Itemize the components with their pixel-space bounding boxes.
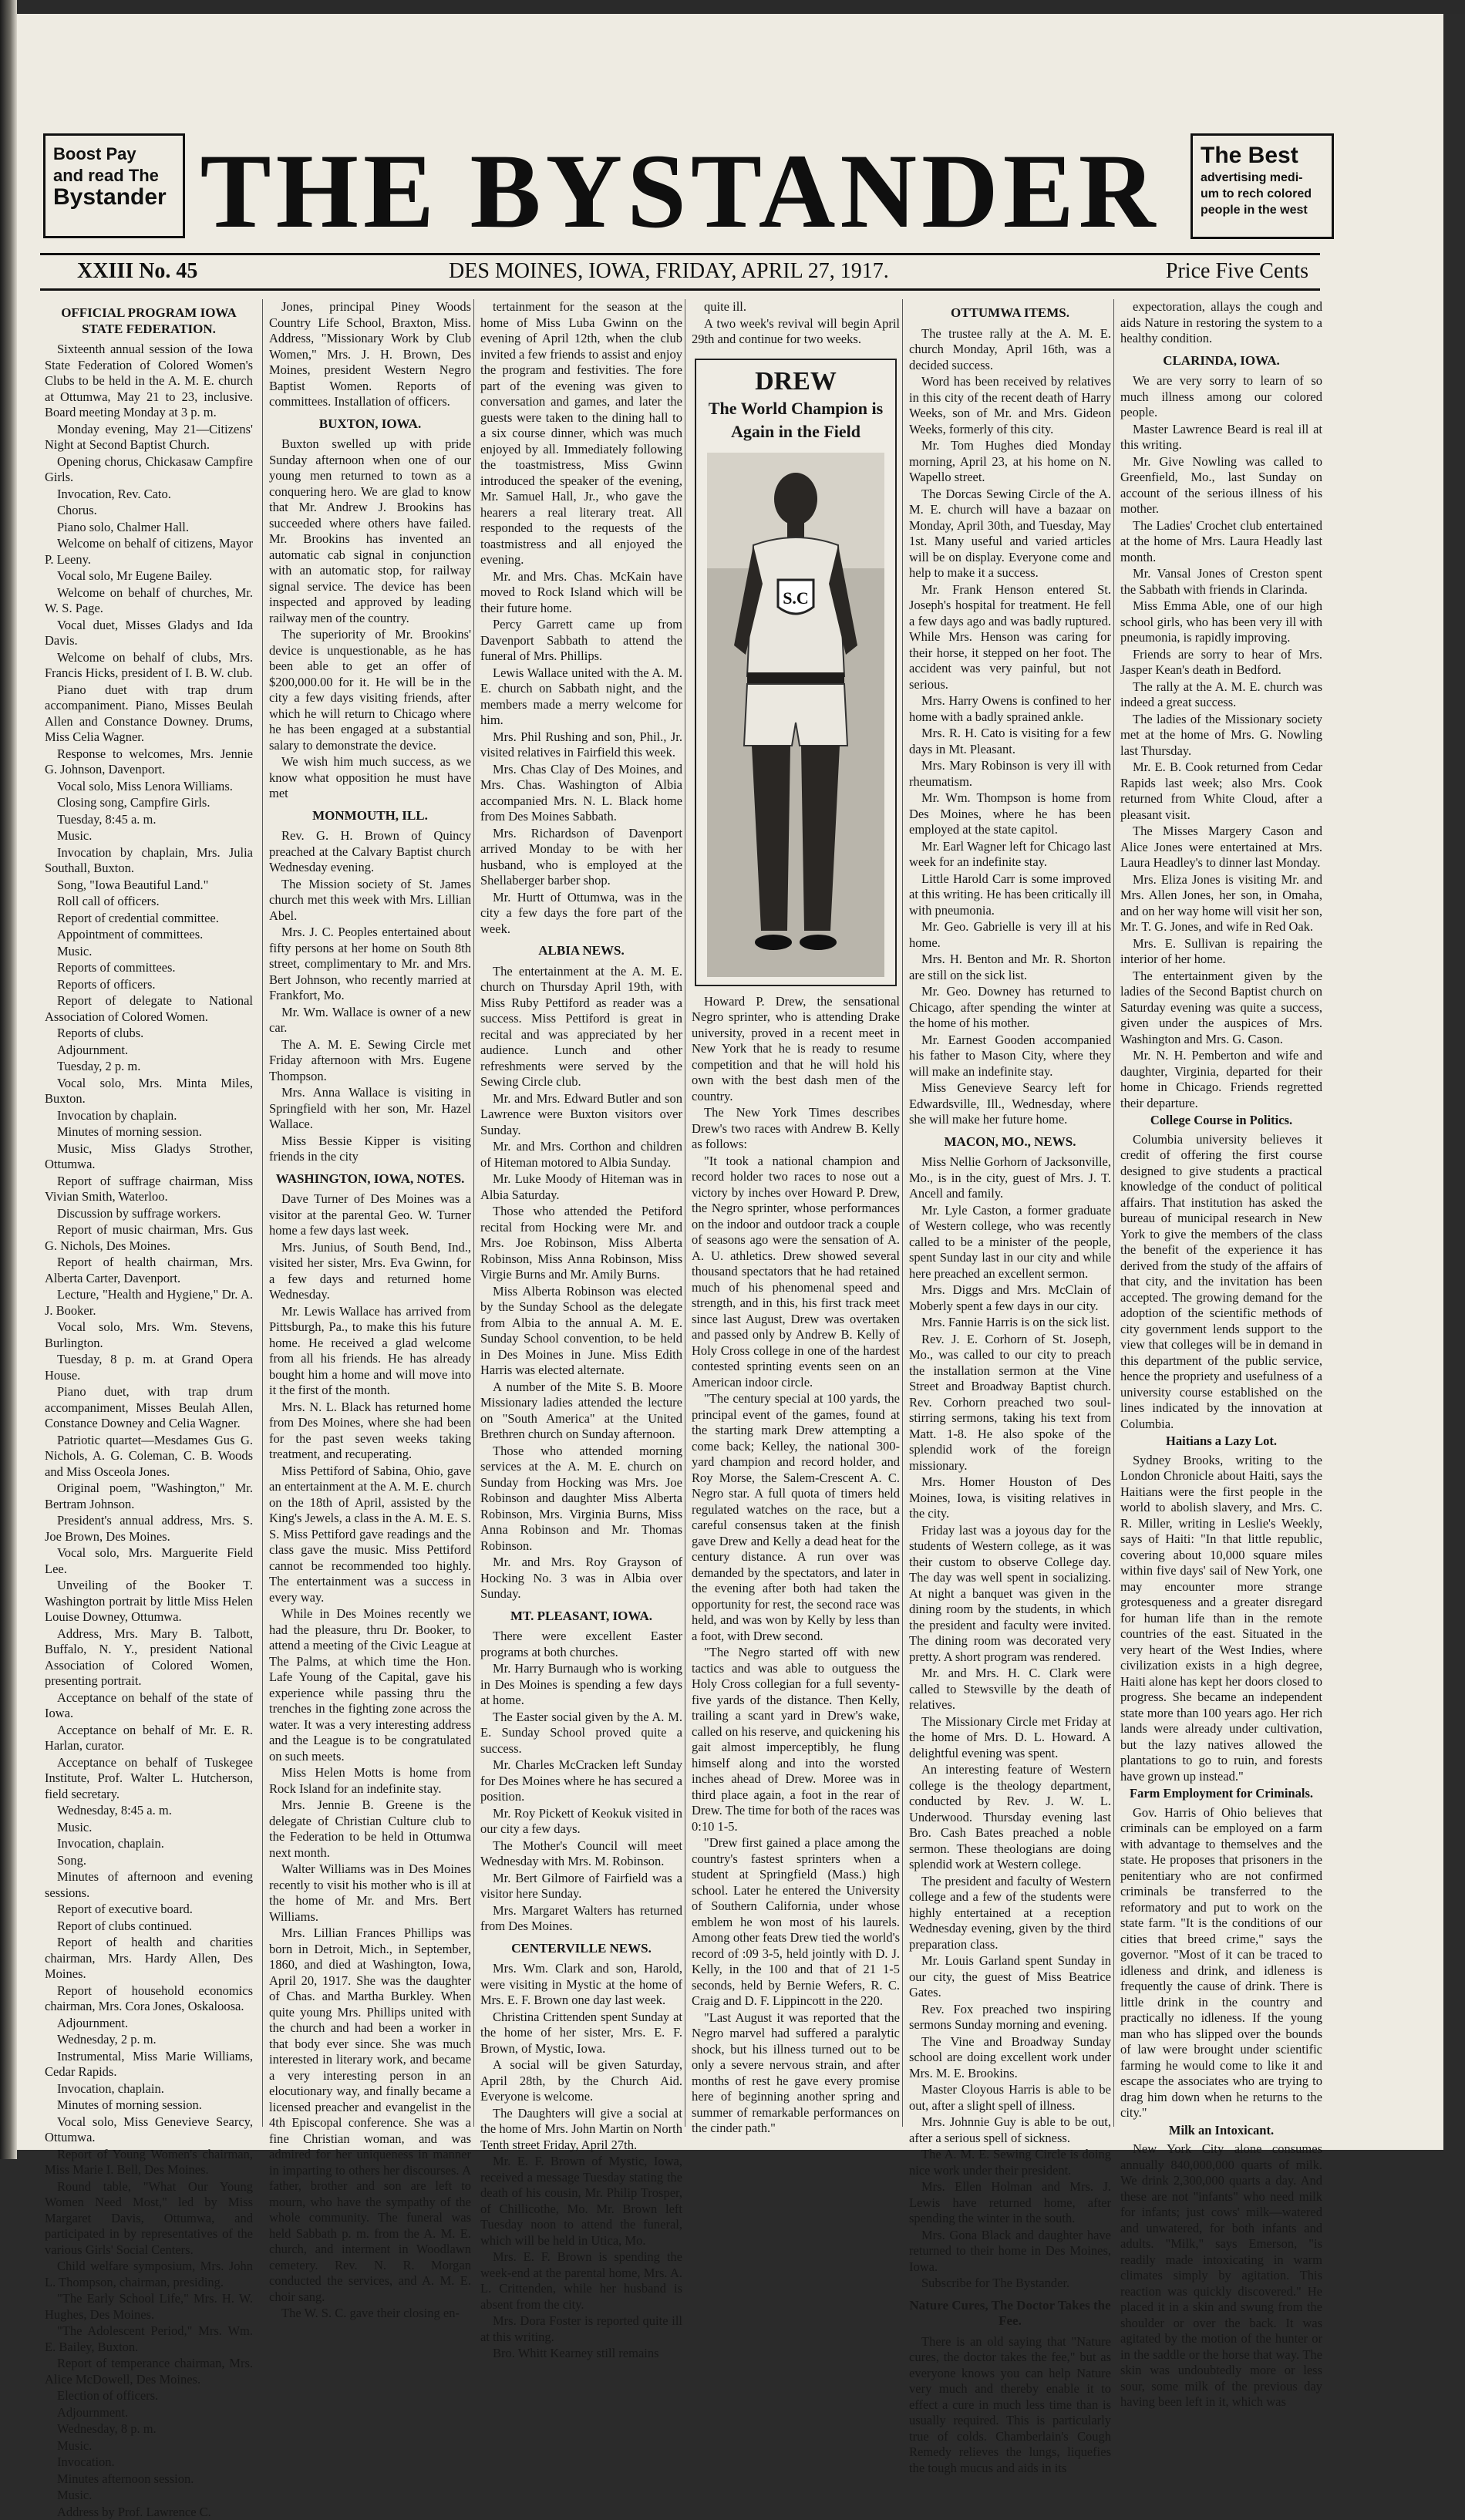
paragraph: Discussion by suffrage workers.: [45, 1206, 253, 1222]
program-continuation: Jones, principal Piney Woods Country Life School, Braxton, Miss. Address, "Missionary Work by Club Women," Mrs. J. H. Brown, Des Moines, president Western Negro Baptist Women. Reports of committees. Installation of officers.: [269, 299, 471, 410]
paragraph: Mr. Wm. Thompson is home from Des Moines, where he has been employed at the state capitol.: [909, 790, 1111, 838]
washington-continuation: [480, 299, 682, 937]
paragraph: The Misses Margery Cason and Alice Jones were entertained at Mrs. Laura Headley's to dinner last Monday.: [1120, 824, 1322, 871]
official-program-body: [45, 342, 253, 2520]
paragraph: Mrs. Wm. Clark and son, Harold, were visiting in Mystic at the home of Mrs. E. F. Brown one day last week.: [480, 1961, 682, 2009]
paragraph: Mr. Earnest Gooden accompanied his father to Mason City, where they will make an indefinite stay.: [909, 1033, 1111, 1080]
paragraph: Mr. and Mrs. Corthon and children of Hiteman motored to Albia Sunday.: [480, 1139, 682, 1171]
paragraph: The Vine and Broadway Sunday school are doing excellent work under Mrs. M. E. Brookins.: [909, 2034, 1111, 2082]
ear-right-line2: advertising medi-: [1201, 170, 1324, 186]
paragraph: Vocal solo, Miss Genevieve Searcy, Ottumwa.: [45, 2114, 253, 2146]
centerville-continuation: [692, 299, 900, 348]
paragraph: The Ladies' Crochet club entertained at the home of Mrs. Laura Headly last month.: [1120, 518, 1322, 566]
paragraph: Reports of committees.: [45, 960, 253, 976]
paragraph: Music.: [45, 1820, 253, 1836]
paragraph: Vocal duet, Misses Gladys and Ida Davis.: [45, 618, 253, 649]
paragraph: Music.: [45, 828, 253, 844]
paragraph: Dave Turner of Des Moines was a visitor at the parental Geo. W. Turner home a few days last week.: [269, 1191, 471, 1239]
paragraph: Christina Crittenden spent Sunday at the home of her sister, Mrs. E. F. Brown, of Mystic, Iowa.: [480, 2010, 682, 2057]
dateline-bar: [40, 259, 1316, 290]
paragraph: Friends are sorry to hear of Mrs. Jasper Kean's death in Bedford.: [1120, 647, 1322, 679]
paragraph: Buxton swelled up with pride Sunday afternoon when one of our young men returned to town as a conquering hero. We are glad to know that Mr. Andrew J. Brookins has succeeded where others have failed. Mr. Brookins has invented an automatic cab signal in conjunction with an automatic stop, for railway signal service. The device has been inspected and approved by leading railway men of the country.: [269, 436, 471, 626]
paragraph: Minutes of afternoon and evening sessions.: [45, 1869, 253, 1901]
masthead-rule-top: [40, 253, 1320, 255]
paragraph: Minutes of morning session.: [45, 1124, 253, 1140]
paragraph: Round table, "What Our Young Women Need Most," led by Miss Margaret Davis, Ottumwa, and participated in by representatives of the various Girls' Social Centers.: [45, 2179, 253, 2259]
paragraph: Wednesday, 2 p. m.: [45, 2032, 253, 2048]
official-program-heading: OFFICIAL PROGRAM IOWA STATE FEDERATION.: [45, 305, 253, 337]
paragraph: Election of officers.: [45, 2388, 253, 2404]
paragraph: The ladies of the Missionary society met at the home of Mrs. G. Nowling last Thursday.: [1120, 712, 1322, 760]
mt-pleasant-body: [480, 1629, 682, 1935]
politics-course-heading: College Course in Politics.: [1120, 1113, 1322, 1129]
ear-right-line1: The Best: [1201, 142, 1324, 170]
column-5: [902, 299, 1111, 2127]
scan-top-edge: [0, 0, 1465, 14]
paragraph: Mr. Geo. Downey has returned to Chicago, after spending the winter at the home of his mother.: [909, 984, 1111, 1032]
paragraph: A two week's revival will begin April 29th and continue for two weeks.: [692, 316, 900, 348]
paragraph: Response to welcomes, Mrs. Jennie G. Johnson, Davenport.: [45, 746, 253, 778]
column-2: [262, 299, 471, 2127]
paragraph: A social will be given Saturday, April 28th, by the Church Aid. Everyone is welcome.: [480, 2057, 682, 2105]
paragraph: Music.: [45, 2438, 253, 2454]
nature-cures-body: [909, 2334, 1111, 2477]
paragraph: Invocation, chaplain.: [45, 2081, 253, 2097]
paragraph: Instrumental, Miss Marie Williams, Cedar Rapids.: [45, 2049, 253, 2080]
paragraph: Mr. Bert Gilmore of Fairfield was a visitor here Sunday.: [480, 1871, 682, 1902]
paragraph: Gov. Harris of Ohio believes that criminals can be employed on a farm with advantage to themselves and the state. He proposes that prisoners in the penitentiary who are not confirmed criminals be transferred to the reformatory and put to work on the state farm. "It is the conditions of our cities that breed crime," says the governor. "Most of it can be traced to idleness and drink, and idleness is frequently the cause of drink. There is little drink in the country and practically no idleness. If the young man who has slipped over the bounds of law were brought under scientific farming he would come to like it and escape the associates who are trying to drag him down when he returns to the city.": [1120, 1805, 1322, 2121]
paragraph: Appointment of committees.: [45, 927, 253, 943]
paragraph: Piano duet, with trap drum accompaniment, Misses Beulah Allen, Constance Downey and Celia Wagner.: [45, 1384, 253, 1432]
paragraph: "Drew first gained a place among the country's fastest sprinters when a student at Springfield (Mass.) high school. Later he entered the University of Southern California, under whose emblem he won most of his laurels. Among other feats Drew tied the world's record of :09 3-5, held jointly with D. J. Kelly, in the 100 and that of 21 1-5 seconds, held by Bernie Wefers, R. C. Craig and D. F. Lippincott in the 220.: [692, 1835, 900, 2010]
paragraph: Address, Mrs. Mary B. Talbott, Buffalo, N. Y., president National Association of Colored Women, presenting portrait.: [45, 1626, 253, 1690]
nature-cures-heading: Nature Cures, The Doctor Takes the Fee.: [909, 2298, 1111, 2330]
column-4: [685, 299, 900, 2127]
paragraph: Mr. Geo. Gabrielle is very ill at his home.: [909, 919, 1111, 951]
paragraph: Rev. Fox preached two inspiring sermons Sunday morning and evening.: [909, 2002, 1111, 2033]
paragraph: Mrs. R. H. Cato is visiting for a few days in Mt. Pleasant.: [909, 726, 1111, 757]
paragraph: Acceptance on behalf of Tuskegee Institute, Prof. Walter L. Hutcherson, field secretary.: [45, 1755, 253, 1803]
paragraph: Tuesday, 8 p. m. at Grand Opera House.: [45, 1352, 253, 1383]
haitians-body: [1120, 1453, 1322, 1785]
paragraph: Invocation, chaplain.: [45, 1836, 253, 1852]
monmouth-heading: MONMOUTH, ILL.: [269, 808, 471, 824]
ottumwa-body: [909, 326, 1111, 1128]
paragraph: Subscribe for The Bystander.: [909, 2276, 1111, 2292]
paragraph: Sydney Brooks, writing to the London Chronicle about Haiti, says the Haitians were the first people in the world to abolish slavery, and Mrs. C. R. Miller, writing in Leslie's Weekly, says of Haiti: "In that little republic, covering about 10,000 square miles within five days' sail of New York, one may encounter more strange grotesqueness and a greater disregard for human life than in the remote countries of the east. Situated in the very heart of the West Indies, where civilization exists in a high degree, Haiti alone has kept her doors closed to progress. She became an independent state more than 100 years ago. Her rich lands were already under cultivation, but the lazy natives allowed the plantations to go to ruin, and forests have grown up instead.": [1120, 1453, 1322, 1785]
sprinter-figure-image: [707, 453, 884, 977]
price-text: Price Five Cents: [1166, 259, 1308, 284]
paragraph: Mr. E. F. Brown of Mystic, Iowa, received a message Tuesday stating the death of his cousin, Mr. Philip Trosper, of Chillicothe, Mo. Mr. Brown left Tuesday noon to attend the funeral, which will be held in Utica, Mo.: [480, 2154, 682, 2249]
paragraph: Child welfare symposium, Mrs. John L. Thompson, chairman, presiding.: [45, 2259, 253, 2290]
paragraph: Rev. G. H. Brown of Quincy preached at the Calvary Baptist church Wednesday evening.: [269, 828, 471, 876]
paragraph: Vocal solo, Mrs. Marguerite Field Lee.: [45, 1545, 253, 1577]
paragraph: Mrs. Jennie B. Greene is the delegate of Christian Culture club to the Federation to be held in Ottumwa next month.: [269, 1797, 471, 1861]
paragraph: Tuesday, 2 p. m.: [45, 1059, 253, 1075]
paragraph: The Dorcas Sewing Circle of the A. M. E. church will have a bazaar on Monday, April 30th, and Tuesday, May 1st. Many useful and varied articles will be on display. Everyone come and help to make it a success.: [909, 487, 1111, 581]
paragraph: Opening chorus, Chickasaw Campfire Girls.: [45, 454, 253, 486]
paragraph: Mr. Wm. Wallace is owner of a new car.: [269, 1005, 471, 1036]
farm-employment-heading: Farm Employment for Criminals.: [1120, 1786, 1322, 1802]
paragraph: quite ill.: [692, 299, 900, 315]
paragraph: Invocation, Rev. Cato.: [45, 487, 253, 503]
paragraph: Invocation.: [45, 2454, 253, 2471]
paragraph: Mr. and Mrs. Chas. McKain have moved to Rock Island which will be their future home.: [480, 569, 682, 617]
paragraph: The president and faculty of Western college and a few of the students were highly entertained at a reception Wednesday evening, given by the third preparation class.: [909, 1874, 1111, 1953]
paragraph: Mr. Give Nowling was called to Greenfield, Mo., last Sunday on account of the serious illness of his mother.: [1120, 454, 1322, 517]
washington-heading: WASHINGTON, IOWA, NOTES.: [269, 1171, 471, 1188]
paragraph: Mrs. Dora Foster is reported quite ill at this writing.: [480, 2313, 682, 2345]
drew-article-body: [692, 994, 900, 2137]
paragraph: Mrs. Richardson of Davenport arrived Monday to be with her husband, who is employed at the Shellaberger barber shop.: [480, 826, 682, 889]
paragraph: Music.: [45, 2488, 253, 2504]
paragraph: Mr. Lewis Wallace has arrived from Pittsburgh, Pa., to make this his future home. He received a glad welcome from all his friends. He has already bought him a home and will move into it the first of the month.: [269, 1304, 471, 1399]
paragraph: Report of delegate to National Association of Colored Women.: [45, 993, 253, 1025]
paragraph: Report of health and charities chairman, Mrs. Hardy Allen, Des Moines.: [45, 1935, 253, 1983]
paragraph: Mrs. Gona Black and daughter have returned to their home in Des Moines, Iowa.: [909, 2228, 1111, 2276]
ear-left-line3: Bystander: [53, 187, 175, 208]
column-3: [473, 299, 682, 2127]
ear-right-box: [1191, 133, 1334, 239]
paragraph: President's annual address, Mrs. S. Joe Brown, Des Moines.: [45, 1513, 253, 1545]
paragraph: Mrs. Eliza Jones is visiting Mr. and Mrs. Allen Jones, her son, in Omaha, and on her way home will visit her son, Mr. T. G. Jones, and wife in Red Oak.: [1120, 872, 1322, 935]
paragraph: The A. M. E. Sewing Circle is doing nice work under their president.: [909, 2147, 1111, 2178]
paragraph: Lewis Wallace united with the A. M. E. church on Sabbath night, and the members made a merry welcome for him.: [480, 665, 682, 729]
buxton-heading: BUXTON, IOWA.: [269, 416, 471, 433]
paragraph: Rev. J. E. Corhorn of St. Joseph, Mo., was called to our city to preach the installation sermon at the Vine Street and Broadway Baptist church. Rev. Corhorn preached two soul-stirring sermons, taking his text from Matt. 1-8. He also spoke of the splendid work of the foreign missionary.: [909, 1332, 1111, 1474]
paragraph: The Easter social given by the A. M. E. Sunday School proved quite a success.: [480, 1710, 682, 1757]
drew-photograph: [707, 453, 884, 977]
paragraph: The Missionary Circle met Friday at the home of Mrs. D. L. Howard. A delightful evening was spent.: [909, 1714, 1111, 1762]
paragraph: The entertainment at the A. M. E. church on Thursday April 19th, with Miss Ruby Pettiford as reader was a success. Miss Pettiford is great in recital and was appreciated by her audience. Lunch and other refreshments were served by the Sewing Circle club.: [480, 964, 682, 1090]
washington-body: [269, 1191, 471, 2322]
paragraph: The entertainment given by the ladies of the Second Baptist church on Saturday evening was quite a success, given under the auspices of Mrs. Washington and Mrs. G. Cason.: [1120, 969, 1322, 1048]
paragraph: Mr. Charles McCracken left Sunday for Des Moines where he has secured a position.: [480, 1757, 682, 1805]
paragraph: Reports of officers.: [45, 977, 253, 993]
paragraph: Percy Garrett came up from Davenport Sabbath to attend the funeral of Mrs. Phillips.: [480, 617, 682, 665]
paragraph: Walter Williams was in Des Moines recently to visit his mother who is ill at the home of Mr. and Mrs. Bert Williams.: [269, 1861, 471, 1925]
macon-heading: MACON, MO., NEWS.: [909, 1134, 1111, 1151]
drew-feature-subtitle-1: The World Champion is: [699, 397, 892, 420]
column-1: [45, 299, 253, 2127]
paragraph: We are very sorry to learn of so much illness among our colored people.: [1120, 373, 1322, 421]
paragraph: We wish him much success, as we know what opposition he must have met: [269, 754, 471, 802]
paragraph: Closing song, Campfire Girls.: [45, 795, 253, 811]
haitians-heading: Haitians a Lazy Lot.: [1120, 1434, 1322, 1450]
paragraph: Mr. and Mrs. Roy Grayson of Hocking No. 3 was in Albia over Sunday.: [480, 1555, 682, 1602]
paragraph: Mrs. J. C. Peoples entertained about fifty persons at her home on South 8th street, complimentary to Mr. and Mrs. Bert Johnson, who recently married at Frankfort, Mo.: [269, 925, 471, 1004]
paragraph: Welcome on behalf of citizens, Mayor P. Leeny.: [45, 536, 253, 568]
paragraph: Mrs. E. Sullivan is repairing the interior of her home.: [1120, 936, 1322, 968]
milk-intoxicant-body: [1120, 2141, 1322, 2411]
paragraph: Acceptance on behalf of Mr. E. R. Harlan, curator.: [45, 1723, 253, 1754]
paragraph: Welcome on behalf of clubs, Mrs. Francis Hicks, president of I. B. W. club.: [45, 650, 253, 682]
centerville-heading: CENTERVILLE NEWS.: [480, 1941, 682, 1957]
paragraph: Song, "Iowa Beautiful Land.": [45, 878, 253, 894]
paragraph: An interesting feature of Western college is the theology department, conducted by Rev. J. W. L. Underwood. Thursday evening last Bro. Cash Bates preached a noble sermon. These theologians are doing splendid work at Western college.: [909, 1762, 1111, 1873]
scan-left-edge: [0, 0, 17, 2159]
paragraph: Friday last was a joyous day for the students of Western college, as it was their custom to observe College day. The day was well spent in socializing. At night a banquet was given in the dining room by the students, in which the president and faculty were invited. The dining room was decorated very pretty. A short program was rendered.: [909, 1523, 1111, 1666]
paragraph: The Daughters will give a social at the home of Mrs. John Martin on North Tenth street Friday, April 27th.: [480, 2106, 682, 2154]
paragraph: Master Lawrence Beard is real ill at this writing.: [1120, 422, 1322, 453]
paragraph: Report of credential committee.: [45, 911, 253, 927]
newspaper-page: [17, 14, 1443, 2150]
paragraph: Mr. Tom Hughes died Monday morning, April 23, at his home on N. Wapello street.: [909, 438, 1111, 486]
paragraph: Mrs. Harry Owens is confined to her home with a badly sprained ankle.: [909, 693, 1111, 725]
paragraph: Report of Young Women's chairman, Miss Marie I. Bell, Des Moines.: [45, 2147, 253, 2178]
paragraph: Roll call of officers.: [45, 894, 253, 910]
paragraph: The New York Times describes Drew's two races with Andrew B. Kelly as follows:: [692, 1105, 900, 1153]
paragraph: Mr. and Mrs. Edward Butler and son Lawrence were Buxton visitors over Sunday.: [480, 1091, 682, 1139]
paragraph: Vocal solo, Mrs. Wm. Stevens, Burlington.: [45, 1319, 253, 1351]
paragraph: Little Harold Carr is some improved at this writing. He has been critically ill with pneumonia.: [909, 871, 1111, 919]
drew-feature-title: DREW: [699, 366, 892, 397]
paragraph: Miss Nellie Gorhorn of Jacksonville, Mo., is in the city, guest of Mrs. J. T. Ancell and family.: [909, 1154, 1111, 1202]
paragraph: Acceptance on behalf of the state of Iowa.: [45, 1690, 253, 1722]
paragraph: New York City alone consumes annually 840,000,000 quarts of milk. We drink 2,300,000 quarts a day. And these are not "infants" who need milk for infants; just cows' milk—watered and unwatered, for both infants and adults. "Milk," says Emerson, "is readily made intoxicating in warm climates simply by agitation. This reaction was quickly discovered." He placed it in a skin and swung from the shoulder or over the back. It was agitated by the motion of the hunter or in the saddle or the horse that way. The skin was undoubtedly more or less sour, some milk of the previous day having been left in it, which was: [1120, 2141, 1322, 2411]
paragraph: The trustee rally at the A. M. E. church Monday, April 16th, was a decided success.: [909, 326, 1111, 374]
buxton-body: [269, 436, 471, 802]
monmouth-body: [269, 828, 471, 1165]
ear-right-line4: people in the west: [1201, 202, 1324, 218]
paragraph: Those who attended morning services at the A. M. E. church on Sunday from Hocking was Mrs. Joe Robinson and daughter Miss Alberta Robinson, Mrs. Virginia Burns, Miss Anna Robinson and Mr. Thomas Robinson.: [480, 1444, 682, 1555]
paragraph: Mrs. Junius, of South Bend, Ind., visited her sister, Mrs. Eva Gwinn, for a few days and returned home Wednesday.: [269, 1240, 471, 1303]
paragraph: Report of clubs continued.: [45, 1919, 253, 1935]
volume-number: XXIII No. 45: [77, 259, 197, 284]
paragraph: "Last August it was reported that the Negro marvel had suffered a paralytic shock, but his illness turned out to be only a severe nervous strain, and after months of rest he gave every promise here of beginning another spring and summer of remarkable performances on the cinder path.": [692, 2010, 900, 2137]
albia-heading: ALBIA NEWS.: [480, 943, 682, 959]
paragraph: Invocation by chaplain.: [45, 1108, 253, 1124]
paragraph: There were excellent Easter programs at both churches.: [480, 1629, 682, 1660]
milk-intoxicant-heading: Milk an Intoxicant.: [1120, 2123, 1322, 2139]
paragraph: Report of household economics chairman, Mrs. Cora Jones, Oskaloosa.: [45, 1983, 253, 2015]
paragraph: Report of executive board.: [45, 1902, 253, 1918]
paragraph: Mr. Frank Henson entered St. Joseph's hospital for treatment. He fell a few days ago and was badly ruptured. While Mrs. Henson was caring for their horse, it stepped on her foot. The accident was very painful, but not serious.: [909, 582, 1111, 693]
nature-cures-continuation: expectoration, allays the cough and aids Nature in restoring the system to a healthy condition.: [1120, 299, 1322, 347]
paragraph: Miss Pettiford of Sabina, Ohio, gave an entertainment at the A. M. E. church on the 18th of April, assisted by the King's Jewels, a class in the A. M. E. S. S. Miss Pettiford gave readings and the class gave the music. Miss Pettiford cannot be recommended too highly. The entertainment was a success in every way.: [269, 1464, 471, 1606]
paragraph: Piano duet with trap drum accompaniment. Piano, Misses Beulah Allen and Constance Downey. Drums, Miss Celia Wagner.: [45, 682, 253, 746]
macon-body: [909, 1154, 1111, 2292]
paragraph: Monday evening, May 21—Citizens' Night at Second Baptist Church.: [45, 422, 253, 453]
paragraph: Wednesday, 8:45 a. m.: [45, 1803, 253, 1819]
paragraph: Adjournment.: [45, 2405, 253, 2421]
paragraph: Mrs. Mary Robinson is very ill with rheumatism.: [909, 758, 1111, 790]
drew-feature-box: [695, 359, 897, 986]
paragraph: The Mission society of St. James church met this week with Mrs. Lillian Abel.: [269, 877, 471, 925]
politics-course-body: [1120, 1132, 1322, 1433]
paragraph: Report of temperance chairman, Mrs. Alice McDowell, Des Moines.: [45, 2356, 253, 2387]
paragraph: Original poem, "Washington," Mr. Bertram Johnson.: [45, 1481, 253, 1512]
paragraph: Tuesday, 8:45 a. m.: [45, 812, 253, 828]
paragraph: Mrs. H. Benton and Mr. R. Shorton are still on the sick list.: [909, 952, 1111, 983]
paragraph: Mrs. Lillian Frances Phillips was born in Detroit, Mich., in September, 1860, and died at Washington, Iowa, April 20, 1917. She was the daughter of Chas. and Martha Burkley. When quite young Mrs. Phillips united with the church and had been a worker in that body ever since. She was much interested in literary work, and became a very interesting person in an elocutionary way, and finally became a licensed preacher and evangelist in the 4th Episcopal conference. She was a fine Christian woman, and was admired for her uniqueness in manner in imparting to others her discourses. A father, brother and son are left to mourn, who have the sympathy of the whole community. The funeral was held Sabbath p. m. from the A. M. E. church, and interment in Woodlawn cemetery. Rev. N. R. Morgan conducted the services, and A. M. E. choir sang.: [269, 1925, 471, 2305]
dateline-text: DES MOINES, IOWA, FRIDAY, APRIL 27, 1917.: [449, 259, 889, 284]
paragraph: Music.: [45, 944, 253, 960]
paragraph: Vocal solo, Mr Eugene Bailey.: [45, 568, 253, 585]
paragraph: Mr. Hurtt of Ottumwa, was in the city a few days the fore part of the week.: [480, 890, 682, 938]
ottumwa-heading: OTTUMWA ITEMS.: [909, 305, 1111, 322]
masthead-title: THE BYSTANDER: [175, 133, 1185, 249]
paragraph: A number of the Mite S. B. Moore Missionary ladies attended the lecture on "South America" at the United Brethren church on Sunday afternoon.: [480, 1380, 682, 1443]
paragraph: Columbia university believes it credit of offering the first course designed to give students a practical knowledge of the conduct of political affairs. That institution has asked the bureau of municipal research in New York to give the members of the class the benefit of the experience it has derived from the study of the affairs of that city, and the invitation has been accepted. The growing demand for the adoption of the scientific methods of city government lends support to the view that colleges will be in demand in this department of the public service, hence the propriety and usefulness of a university course established on the lines indicated by the innovation at Columbia.: [1120, 1132, 1322, 1433]
paragraph: Mrs. N. L. Black has returned home from Des Moines, where she had been for the past seven weeks taking treatment, and recuperating.: [269, 1400, 471, 1463]
paragraph: Wednesday, 8 p. m.: [45, 2421, 253, 2437]
paragraph: The rally at the A. M. E. church was indeed a great success.: [1120, 679, 1322, 711]
paragraph: Mr. Harry Burnaugh who is working in Des Moines is spending a few days at home.: [480, 1661, 682, 1709]
paragraph: Mrs. Margaret Walters has returned from Des Moines.: [480, 1903, 682, 1935]
paragraph: Chorus.: [45, 503, 253, 519]
paragraph: "It took a national champion and record holder two races to nose out a victory by inches over Howard P. Drew, the Negro sprinter, whose performances on the indoor and outdoor track a couple of seasons ago were the sensation of A. A. U. athletics. Drew showed several thousand spectators that he had retained much of his phenomenal speed and strength, and in this, his first track meet since last August, Drew was overtaken and passed only by Andrew B. Kelly of Holy Cross college in one of the hardest contested sprinting events seen on an American indoor circle.: [692, 1154, 900, 1391]
paragraph: Minutes afternoon session.: [45, 2471, 253, 2488]
paragraph: Mrs. Johnnie Guy is able to be out, after a serious spell of sickness.: [909, 2114, 1111, 2146]
paragraph: Mr. and Mrs. H. C. Clark were called to Stewsville by the death of relatives.: [909, 1666, 1111, 1713]
mt-pleasant-heading: MT. PLEASANT, IOWA.: [480, 1609, 682, 1625]
paragraph: Mr. Earl Wagner left for Chicago last week for an indefinite stay.: [909, 839, 1111, 871]
paragraph: Mrs. Fannie Harris is on the sick list.: [909, 1315, 1111, 1331]
paragraph: Piano solo, Chalmer Hall.: [45, 520, 253, 536]
article-columns: [45, 299, 1317, 2127]
paragraph: Mr. Vansal Jones of Creston spent the Sabbath with friends in Clarinda.: [1120, 566, 1322, 598]
paragraph: The superiority of Mr. Brookins' device is unquestionable, as he has been able to get an offer of $200,000.00 for it. He will be in the city a few days visiting friends, after which he will return to Chicago where he has been engaged at a substantial salary to demonstrate the device.: [269, 627, 471, 753]
paragraph: "The Early School Life," Mrs. H. W. Hughes, Des Moines.: [45, 2291, 253, 2323]
paragraph: The W. S. C. gave their closing en-: [269, 2306, 471, 2322]
clarinda-heading: CLARINDA, IOWA.: [1120, 353, 1322, 369]
paragraph: "The Negro started off with new tactics and was able to outguess the Holy Cross collegian for a full seventy-five yards of the distance. Then Kelly, trailing a scant yard in Drew's wake, called on his reserve, and quickening his gait almost imperceptibly, he flung himself along and into the worsted inches ahead of Drew. Moree was in third place again, a foot in the rear of Drew. The time for both of the races was 0:10 1-5.: [692, 1645, 900, 1834]
paragraph: While in Des Moines recently we had the pleasure, thru Dr. Booker, to attend a meeting of the Civic League at The Palms, at which time the Hon. Lafe Young of the Capital, gave his experience while passing thru the trenches in the fighting zone across the water. It was a very interesting address and the League is to be congratulated on such meets.: [269, 1606, 471, 1764]
paragraph: Mrs. Homer Houston of Des Moines, Iowa, is visiting relatives in the city.: [909, 1474, 1111, 1522]
paragraph: Report of health chairman, Mrs. Alberta Carter, Davenport.: [45, 1255, 253, 1286]
paragraph: Adjournment.: [45, 2016, 253, 2032]
paragraph: Report of music chairman, Mrs. Gus G. Nichols, Des Moines.: [45, 1222, 253, 1254]
paragraph: Report of suffrage chairman, Miss Vivian Smith, Waterloo.: [45, 1174, 253, 1205]
paragraph: Vocal solo, Mrs. Minta Miles, Buxton.: [45, 1076, 253, 1107]
paragraph: Sixteenth annual session of the Iowa State Federation of Colored Women's Clubs to be held in the A. M. E. church at Ottumwa, May 21 to 23, inclusive. Board meeting Monday at 3 p. m.: [45, 342, 253, 421]
paragraph: Song.: [45, 1853, 253, 1869]
paragraph: Mr. E. B. Cook returned from Cedar Rapids last week; also Mrs. Cook returned from White Cloud, after a pleasant visit.: [1120, 760, 1322, 823]
ear-left-line1: Boost Pay: [53, 143, 175, 165]
paragraph: There is an old saying that "Nature cures, the doctor takes the fee," but as everyone knows you can help Nature very much and thereby enable it to effect a cure in much less time than is usually required. This is particularly true of colds. Chamberlain's Cough Remedy relieves the lungs, liquefies the tough mucus and aids in its: [909, 2334, 1111, 2477]
paragraph: Patriotic quartet—Mesdames Gus G. Nichols, A. G. Coleman, C. B. Woods and Miss Osceola Jones.: [45, 1433, 253, 1481]
paragraph: The A. M. E. Sewing Circle met Friday afternoon with Mrs. Eugene Thompson.: [269, 1037, 471, 1085]
paragraph: Mr. Roy Pickett of Keokuk visited in our city a few days.: [480, 1806, 682, 1838]
paragraph: Address by Prof. Lawrence C.: [45, 2505, 253, 2520]
paragraph: Mr. N. H. Pemberton and wife and daughter, Virginia, departed for their home in Chicago. Friends regretted their departure.: [1120, 1048, 1322, 1111]
svg-text:S.C: S.C: [783, 588, 809, 608]
centerville-body: [480, 1961, 682, 2362]
paragraph: Invocation by chaplain, Mrs. Julia Southall, Buxton.: [45, 845, 253, 877]
paragraph: Mrs. Ellen Holman and Mrs. J. Lewis have returned home, after spending the winter in the south.: [909, 2179, 1111, 2227]
paragraph: Welcome on behalf of churches, Mr. W. S. Page.: [45, 585, 253, 617]
paragraph: tertainment for the season at the home of Miss Luba Gwinn on the evening of April 12th, when the club invited a few friends to assist and enjoy the program and festivities. The fore part of the evening was given to conversation and games, and later the guests were taken to the dining hall to a six course dinner, which was much enjoyed by all. Immediately following the toastmistress, Miss Gwinn introduced the speaker of the evening, Mr. Samuel Hall, Jr., who gave the hearers a real literary treat. All responded to the requests of the toastmistress and all enjoyed the evening.: [480, 299, 682, 568]
clarinda-body: [1120, 373, 1322, 1111]
ear-right-line3: um to rech colored: [1201, 186, 1324, 202]
paragraph: Music, Miss Gladys Strother, Ottumwa.: [45, 1141, 253, 1173]
paragraph: Minutes of morning session.: [45, 2097, 253, 2114]
paragraph: Reports of clubs.: [45, 1026, 253, 1042]
paragraph: "The century special at 100 yards, the principal event of the games, found at the starting mark Drew attempting a come back; Kelley, the national 300-yard champion and record holder, and Roy Morse, the Salem-Crescent A. C. Negro star. A full quota of timers held regulated watches on the race, but a careful consensus taken at the finish gave Drew and Kelly a dead heat for the century distance. A run over was demanded by the spectators, and later in the evening after both had taken the opportunity for rest, the second race was held, and was won by Kelly by less than a foot, with Drew second.: [692, 1391, 900, 1644]
paragraph: Adjournment.: [45, 1043, 253, 1059]
farm-employment-body: [1120, 1805, 1322, 2121]
paragraph: Those who attended the Petiford recital from Hocking were Mr. and Mrs. Joe Robinson, Miss Alberta Robinson, Miss Anna Robinson, Miss Virgie Burns and Mr. Amily Burns.: [480, 1204, 682, 1283]
paragraph: Mrs. Phil Rushing and son, Phil., Jr. visited relatives in Fairfield this week.: [480, 729, 682, 761]
paragraph: Mrs. Anna Wallace is visiting in Springfield with her son, Mr. Hazel Wallace.: [269, 1085, 471, 1133]
paragraph: Mrs. E. F. Brown is spending the week-end at the parental home, Mrs. A. L. Crittenden, while her husband is absent from the city.: [480, 2249, 682, 2313]
paragraph: Word has been received by relatives in this city of the recent death of Harry Weeks, son of Mr. and Mrs. Gideon Weeks, formerly of this city.: [909, 374, 1111, 437]
albia-body: [480, 964, 682, 1602]
ear-left-box: [43, 133, 185, 238]
paragraph: Unveiling of the Booker T. Washington portrait by little Miss Helen Louise Downey, Ottumwa.: [45, 1578, 253, 1626]
ear-left-line2: and read The: [53, 165, 175, 187]
paragraph: Miss Bessie Kipper is visiting friends in the city: [269, 1134, 471, 1165]
paragraph: Miss Helen Motts is home from Rock Island for an indefinite stay.: [269, 1765, 471, 1797]
paragraph: Mr. Luke Moody of Hiteman was in Albia Saturday.: [480, 1171, 682, 1203]
paragraph: Lecture, "Health and Hygiene," Dr. A. J. Booker.: [45, 1287, 253, 1319]
paragraph: The Mother's Council will meet Wednesday with Mrs. M. Robinson.: [480, 1838, 682, 1870]
paragraph: Miss Emma Able, one of our high school girls, who has been very ill with pneumonia, is rapidly improving.: [1120, 598, 1322, 646]
paragraph: Vocal solo, Miss Lenora Williams.: [45, 779, 253, 795]
paragraph: Mr. Louis Garland spent Sunday in our city, the guest of Miss Beatrice Gates.: [909, 1953, 1111, 2001]
paragraph: "The Adolescent Period," Mrs. Wm. E. Bailey, Buxton.: [45, 2323, 253, 2355]
paragraph: Mrs. Diggs and Mrs. McClain of Moberly spent a few days in our city.: [909, 1282, 1111, 1314]
drew-feature-subtitle-2: Again in the Field: [699, 420, 892, 443]
paragraph: Mrs. Chas Clay of Des Moines, and Mrs. Chas. Washington of Albia accompanied Mrs. N. L. Black home from Des Moines Sabbath.: [480, 762, 682, 825]
paragraph: Howard P. Drew, the sensational Negro sprinter, who is attending Drake university, proved in a recent meet in New York that he is ready to resume competition and that he will hold his own with the best dash men of the country.: [692, 994, 900, 1105]
masthead-rule-bottom: [40, 288, 1320, 291]
column-6: [1113, 299, 1322, 2127]
paragraph: Bro. Whitt Kearney still remains: [480, 2346, 682, 2362]
paragraph: Miss Genevieve Searcy left for Edwardsville, Ill., Wednesday, where she will make her future home.: [909, 1080, 1111, 1128]
paragraph: Master Cloyous Harris is able to be out, after a slight spell of illness.: [909, 2082, 1111, 2114]
paragraph: Mr. Lyle Caston, a former graduate of Western college, who was recently called to be a minister of the people, spent Sunday last in our city and while here preached an excellent sermon.: [909, 1203, 1111, 1282]
paragraph: Miss Alberta Robinson was elected by the Sunday School as the delegate from Albia to the annual A. M. E. Sunday School convention, to be held in Des Moines in June. Miss Edith Harris was elected alternate.: [480, 1284, 682, 1379]
